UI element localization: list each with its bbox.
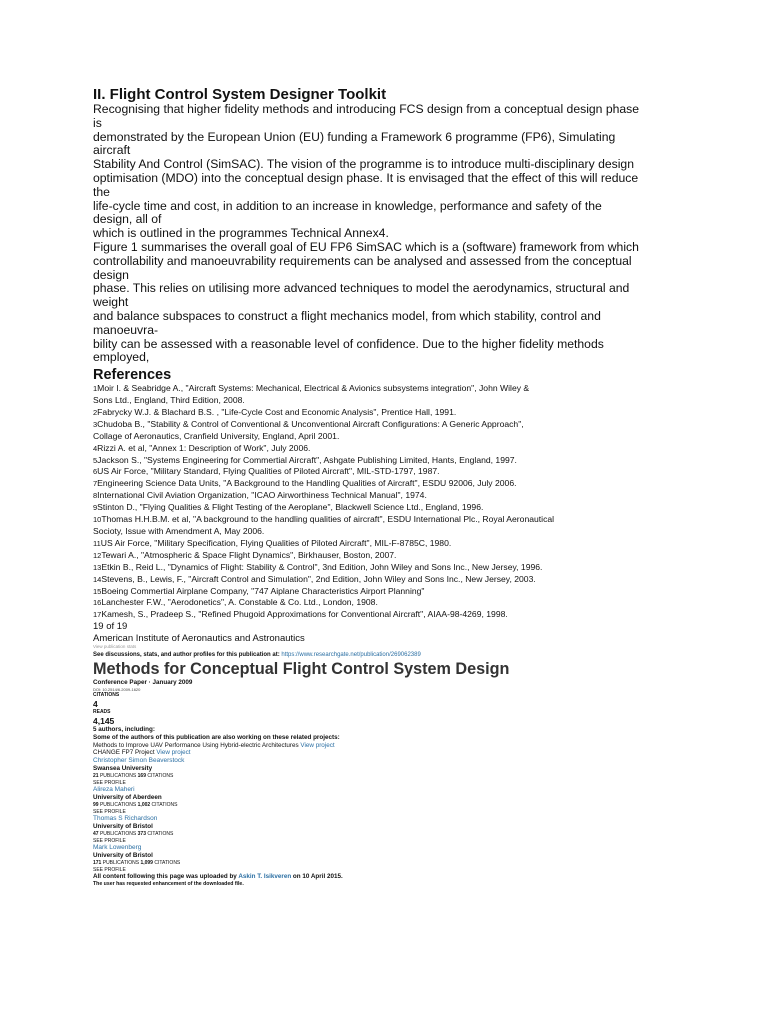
- reference-item: 1Moir I. & Seabridge A., "Aircraft Systems: Mechanical, Electrical & Avionics subsystems integration", John Wiley &: [93, 383, 530, 394]
- document-page: [93, 86, 678, 889]
- researchgate-cover: [93, 644, 678, 889]
- organization-name: American Institute of Aeronautics and Astronautics: [93, 632, 305, 644]
- body-line: which is outlined in the programmes Technical Annex4.: [93, 226, 389, 241]
- reads-label: READS: [93, 709, 111, 716]
- body-text: [93, 103, 678, 365]
- reference-item: 8International Civil Aviation Organization, "ICAO Airworthiness Technical Manual", 1974.: [93, 490, 427, 501]
- reference-item: 10Thomas H.H.B.M. et al, "A background to the handling qualities of aircraft", ESDU International Plc., Royal Aeronautical: [93, 514, 555, 525]
- author-name-link[interactable]: Mark Lowenberg: [93, 844, 142, 852]
- reference-item: 6US Air Force, "Military Standard, Flying Qualities of Piloted Aircraft", MIL-STD-1797, 1987.: [93, 466, 440, 477]
- see-profile-link[interactable]: SEE PROFILE: [93, 866, 126, 873]
- reference-item: 5Jackson S., "Systems Engineering for Commertial Aircraft", Ashgate Publishing Limited, Hants, England, 1997.: [93, 454, 517, 465]
- author-card: [93, 815, 678, 844]
- body-line: aircraft: [93, 143, 131, 158]
- reference-item: 7Engineering Science Data Units, "A Background to the Handling Qualities of Aircraft", ESDU 92006, July 2006.: [93, 478, 517, 489]
- body-line: the: [93, 184, 110, 199]
- body-line: demonstrated by the European Union (EU) funding a Framework 6 programme (FP6), Simulating: [93, 129, 616, 144]
- body-line: weight: [93, 295, 129, 310]
- body-line: and balance subspaces to construct a flight mechanics model, from which stability, control and: [93, 308, 601, 323]
- reference-item: 4Rizzi A. et al, "Annex 1: Description of Work", July 2006.: [93, 442, 311, 453]
- author-stats: 21 PUBLICATIONS 169 CITATIONS: [93, 773, 174, 780]
- body-line: employed,: [93, 350, 150, 365]
- body-line: is: [93, 115, 102, 130]
- reads-value: 4,145: [93, 715, 115, 726]
- references-title: References: [93, 367, 172, 384]
- reference-item: 16Lanchester F.W., "Aerodonetics", A. Constable & Co. Ltd., London, 1908.: [93, 597, 378, 608]
- author-stats: 47 PUBLICATIONS 373 CITATIONS: [93, 831, 174, 838]
- body-line: Figure 1 summarises the overall goal of EU FP6 SimSAC which is a (software) framework from which: [93, 239, 639, 254]
- citations-value: 4: [93, 698, 98, 709]
- body-line: manoeuvra-: [93, 322, 159, 337]
- related-projects-heading: Some of the authors of this publication are also working on these related projects:: [93, 733, 340, 741]
- view-project-link[interactable]: View project: [156, 749, 191, 757]
- reference-item: Collage of Aeronautics, Cranfield University, England, April 2001.: [93, 430, 340, 441]
- uploader-link[interactable]: Askin T. Isikveren: [238, 873, 292, 881]
- authors-count: 5 authors, including:: [93, 726, 155, 734]
- reference-item: 12Tewari A., "Atmospheric & Space Flight Dynamics", Birkhauser, Boston, 2007.: [93, 549, 397, 560]
- references-list: [93, 383, 678, 621]
- author-card: [93, 757, 678, 786]
- watermark-text: View publication stats: [93, 644, 137, 650]
- view-project-link[interactable]: View project: [300, 741, 335, 749]
- author-affiliation: University of Bristol: [93, 852, 153, 860]
- author-name-link[interactable]: Christopher Simon Beaverstock: [93, 757, 185, 765]
- body-line: Stability And Control (SimSAC). The vision of the programme is to introduce multi-disciplinary design: [93, 157, 634, 172]
- author-affiliation: Swansea University: [93, 765, 153, 773]
- publication-link[interactable]: https://www.researchgate.net/publication/269062389: [281, 652, 421, 659]
- see-profile-link[interactable]: SEE PROFILE: [93, 779, 126, 786]
- author-card: [93, 844, 678, 873]
- reference-item: Sons Ltd., England, Third Edition, 2008.: [93, 395, 245, 406]
- author-name-link[interactable]: Thomas S Richardson: [93, 815, 158, 823]
- reference-item: Socioty, Issue with Amendment A, May 2006.: [93, 526, 265, 537]
- author-card: [93, 786, 678, 815]
- body-line: optimisation (MDO) into the conceptual design phase. It is envisaged that the effect of this will reduce: [93, 170, 639, 185]
- author-affiliation: University of Bristol: [93, 823, 153, 831]
- reference-item: 17Kamesh, S., Pradeep S., "Refined Phugoid Approximations for Conventional Aircraft", AIAA-98-4269, 1998.: [93, 609, 508, 620]
- reference-item: 15Boeing Commertial Airplane Company, "747 Aiplane Characteristics Airport Planning": [93, 585, 425, 596]
- author-name-link[interactable]: Alireza Maheri: [93, 786, 135, 794]
- publication-title: Methods for Conceptual Flight Control System Design: [93, 660, 510, 679]
- uploaded-by-line: All content following this page was uploaded by Askin T. Isikveren on 10 April 2015.: [93, 873, 343, 881]
- page-counter: 19 of 19: [93, 621, 128, 633]
- reference-item: 9Stinton D., "Flying Qualities & Flight Testing of the Aeroplane", Blackwell Science Ltd., England, 1996.: [93, 502, 484, 513]
- reference-item: 11US Air Force, "Military Specification, Flying Qualities of Piloted Aircraft", MIL-F-8785C, 1980.: [93, 537, 452, 548]
- doi-text: DOI: 10.2514/6.2009-1620: [93, 687, 141, 693]
- body-line: design: [93, 267, 129, 282]
- paper-type: Conference Paper · January 2009: [93, 679, 193, 687]
- related-project: Methods to Improve UAV Performance Using Hybrid-electric Architectures View project: [93, 741, 335, 749]
- see-profile-link[interactable]: SEE PROFILE: [93, 808, 126, 815]
- citations-label: CITATIONS: [93, 692, 120, 699]
- body-line: bility can be assessed with a reasonable level of confidence. Due to the higher fidelity methods: [93, 336, 604, 351]
- author-stats: 99 PUBLICATIONS 1,002 CITATIONS: [93, 802, 178, 809]
- section-title: II. Flight Control System Designer Toolkit: [93, 86, 387, 103]
- body-line: controllability and manoeuvrability requirements can be analysed and assessed from the conceptual: [93, 253, 632, 268]
- author-stats: 171 PUBLICATIONS 1,099 CITATIONS: [93, 860, 181, 867]
- discussion-line: See discussions, stats, and author profiles for this publication at: https://www.researchgate.net/publication/269062389: [93, 652, 421, 659]
- reference-item: 14Stevens, B., Lewis, F., "Aircraft Control and Simulation", 2nd Edition, John Wiley and Sons Inc., New Jersey, 2003.: [93, 573, 536, 584]
- enhancement-note: The user has requested enhancement of the downloaded file.: [93, 881, 244, 888]
- reference-item: 2Fabrycky W.J. & Blachard B.S. , "Life-Cycle Cost and Economic Analysis", Prentice Hall, 1991.: [93, 406, 457, 417]
- reference-item: 3Chudoba B., "Stability & Control of Conventional & Unconventional Aircraft Configurations: A Generic Approach",: [93, 418, 524, 429]
- body-line: phase. This relies on utilising more advanced techniques to model the aerodynamics, structural and: [93, 281, 630, 296]
- body-line: design, all of: [93, 212, 162, 227]
- body-line: Recognising that higher fidelity methods and introducing FCS design from a conceptual design phase: [93, 102, 640, 116]
- reference-item: 13Etkin B., Reid L., "Dynamics of Flight: Stability & Control", 3nd Edition, John Wiley and Sons Inc., New Jersey, 1996.: [93, 561, 543, 572]
- body-line: life-cycle time and cost, in addition to an increase in knowledge, performance and safety of the: [93, 198, 602, 213]
- related-project: CHANGE FP7 Project View project: [93, 749, 191, 757]
- see-profile-link[interactable]: SEE PROFILE: [93, 837, 126, 844]
- author-affiliation: University of Aberdeen: [93, 794, 162, 802]
